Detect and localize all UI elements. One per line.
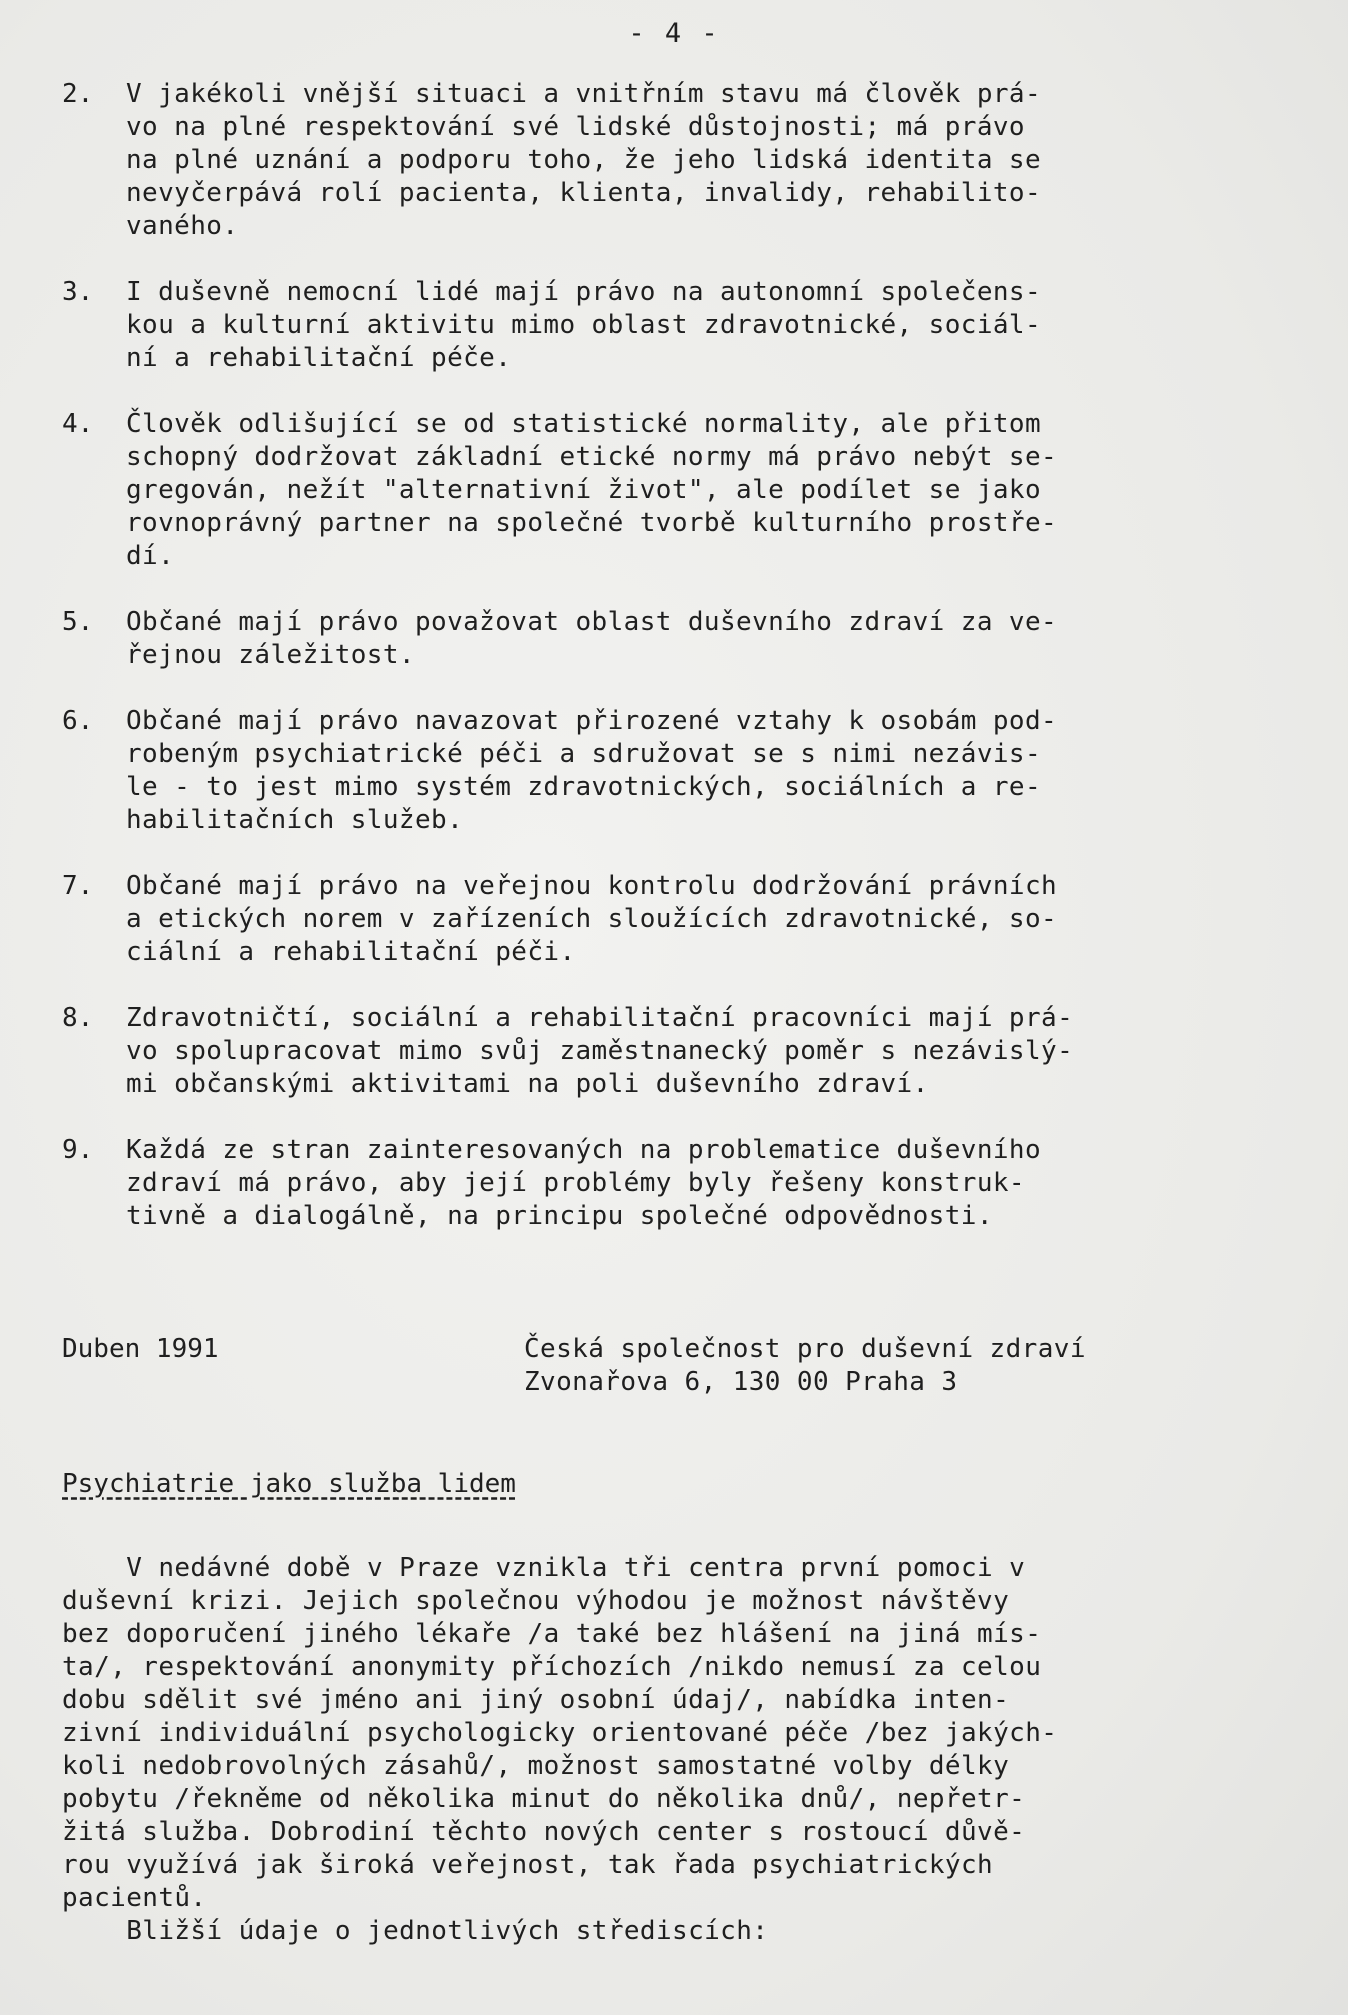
list-item	[62, 606, 1302, 672]
item-number: 8.	[62, 1003, 94, 1033]
organization-name: Česká společnost pro duševní zdraví	[524, 1334, 1086, 1364]
text-line: I duševně nemocní lidé mají právo na autonomní společens-	[126, 277, 1042, 307]
item-number: 5.	[62, 607, 94, 637]
item-number: 6.	[62, 706, 94, 736]
text-line: na plné uznání a podporu toho, že jeho lidská identita se	[126, 145, 1042, 175]
text-line: schopný dodržovat základní etické normy má právo nebýt se-	[126, 442, 1058, 472]
text-line: Občané mají právo na veřejnou kontrolu dodržování právních	[126, 871, 1058, 901]
item-text	[126, 705, 1302, 837]
text-line: habilitačních služeb.	[126, 805, 464, 835]
item-text	[126, 606, 1302, 672]
text-line: ta/, respektování anonymity příchozích /nikdo nemusí za celou	[62, 1652, 1042, 1682]
item-text	[126, 408, 1302, 573]
numbered-list	[62, 78, 1302, 1266]
text-line: rou využívá jak široká veřejnost, tak řada psychiatrických	[62, 1850, 994, 1880]
text-line: tivně a dialogálně, na principu společné odpovědnosti.	[126, 1201, 993, 1231]
list-item	[62, 705, 1302, 837]
text-line: pobytu /řekněme od několika minut do několika dnů/, nepřetr-	[62, 1784, 1026, 1814]
item-text	[126, 78, 1302, 243]
text-line: vaného.	[126, 211, 239, 241]
text-line: koli nedobrovolných zásahů/, možnost samostatné volby délky	[62, 1751, 1010, 1781]
body-paragraph	[62, 1552, 1312, 1948]
text-line: ciální a rehabilitační péči.	[126, 937, 576, 967]
text-line: V jakékoli vnější situaci a vnitřním stavu má člověk prá-	[126, 79, 1042, 109]
item-number: 9.	[62, 1135, 94, 1165]
text-line: pacientů.	[62, 1883, 207, 1913]
text-line: řejnou záležitost.	[126, 640, 415, 670]
text-line: Člověk odlišující se od statistické normality, ale přitom	[126, 409, 1042, 439]
text-line: nevyčerpává rolí pacienta, klienta, invalidy, rehabilito-	[126, 178, 1042, 208]
text-line: dobu sdělit své jméno ani jiný osobní údaj/, nabídka inten-	[62, 1685, 1010, 1715]
text-line: Každá ze stran zainteresovaných na problematice duševního	[126, 1135, 1042, 1165]
text-line: mi občanskými aktivitami na poli duševního zdraví.	[126, 1069, 929, 1099]
text-line: V nedávné době v Praze vznikla tři centra první pomoci v	[62, 1553, 1026, 1583]
text-line: zdraví má právo, aby její problémy byly řešeny konstruk-	[126, 1168, 1025, 1198]
text-line: žitá služba. Dobrodiní těchto nových center s rostoucí důvě-	[62, 1817, 1026, 1847]
signature-organization	[524, 1333, 1086, 1399]
text-line: robeným psychiatrické péči a sdružovat se s nimi nezávis-	[126, 739, 1042, 769]
signature-block	[62, 1333, 1302, 1403]
organization-address: Zvonařova 6, 130 00 Praha 3	[524, 1367, 958, 1397]
section-heading: Psychiatrie jako služba lidem	[62, 1469, 516, 1499]
text-line: Bližší údaje o jednotlivých střediscích:	[62, 1916, 769, 1946]
text-line: gregován, nežít "alternativní život", ale podílet se jako	[126, 475, 1042, 505]
text-line: duševní krizi. Jejich společnou výhodou je možnost návštěvy	[62, 1586, 1010, 1616]
text-line: vo na plné respektování své lidské důstojnosti; má právo	[126, 112, 1025, 142]
text-line: a etických norem v zařízeních sloužících zdravotnické, so-	[126, 904, 1058, 934]
text-line: Zdravotničtí, sociální a rehabilitační pracovníci mají prá-	[126, 1003, 1074, 1033]
text-line: Občané mají právo navazovat přirozené vztahy k osobám pod-	[126, 706, 1058, 736]
list-item	[62, 408, 1302, 573]
text-line: rovnoprávný partner na společné tvorbě kulturního prostře-	[126, 508, 1058, 538]
text-line: le - to jest mimo systém zdravotnických, sociálních a re-	[126, 772, 1042, 802]
page-number: - 4 -	[628, 18, 720, 49]
text-line: vo spolupracovat mimo svůj zaměstnanecký poměr s nezávislý-	[126, 1036, 1074, 1066]
text-line: zivní individuální psychologicky orientované péče /bez jakých-	[62, 1718, 1058, 1748]
item-text	[126, 1134, 1302, 1233]
item-number: 4.	[62, 409, 94, 439]
text-line: dí.	[126, 541, 175, 571]
list-item	[62, 1002, 1302, 1101]
text-line: Občané mají právo považovat oblast duševního zdraví za ve-	[126, 607, 1058, 637]
item-number: 7.	[62, 871, 94, 901]
list-item	[62, 1134, 1302, 1233]
list-item	[62, 276, 1302, 375]
list-item	[62, 870, 1302, 969]
text-line: kou a kulturní aktivitu mimo oblast zdravotnické, sociál-	[126, 310, 1042, 340]
item-number: 3.	[62, 277, 94, 307]
item-text	[126, 870, 1302, 969]
item-text	[126, 1002, 1302, 1101]
text-line: ní a rehabilitační péče.	[126, 343, 512, 373]
item-text	[126, 276, 1302, 375]
list-item	[62, 78, 1302, 243]
signature-date: Duben 1991	[62, 1334, 219, 1364]
item-number: 2.	[62, 79, 94, 109]
text-line: bez doporučení jiného lékaře /a také bez hlášení na jiná mís-	[62, 1619, 1042, 1649]
